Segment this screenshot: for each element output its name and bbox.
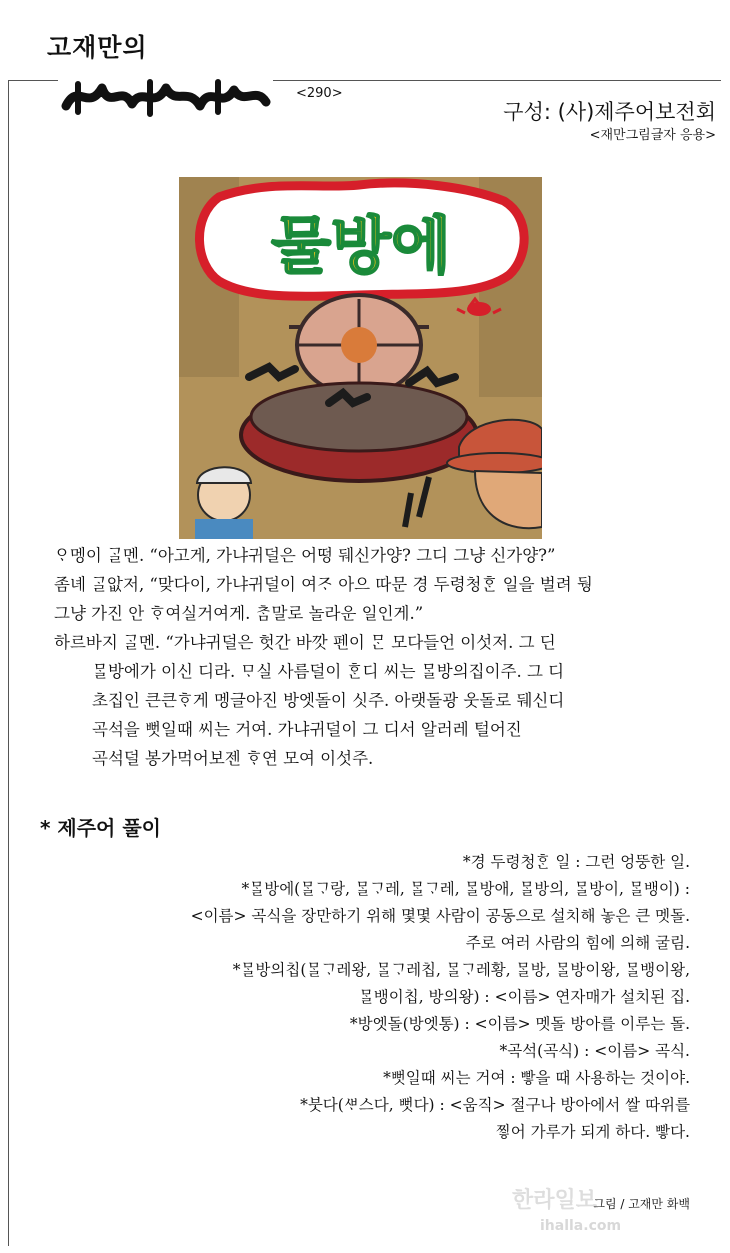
series-title: 고재만의 (47, 33, 148, 62)
dialog-line: 곡석덜 봉가먹어보젠 ᄒᆞ연 모여 이섯주. (92, 749, 374, 768)
issue-number: <290> (296, 86, 343, 101)
watermark-logo: 한라일보 (512, 1188, 598, 1213)
glossary (50, 849, 690, 1146)
logo-calligraphy-icon (58, 76, 273, 118)
glossary-line: ᄆᆞᆯ뱅이칩, 방의왕) : <이름> 연자매가 설치된 집. (358, 988, 690, 1006)
dialog-line: ᄋᆞ멩이 ᄀᆞᆯ멘. “아고게, 가냐귀덜은 어떵 뒈신가양? 그디 그냥 신가양?” (54, 546, 556, 565)
glossary-line: *붓다(ᄲᆞ스다, 뻣다) : <움직> 절구나 방아에서 쌀 따위를 (300, 1096, 690, 1114)
glossary-line: 주로 여러 사람의 힘에 의해 굴림. (465, 934, 690, 952)
glossary-line: *ᄆᆞᆯ방의칩(ᄆᆞᆯᄀᆞ레왕, ᄆᆞᆯᄀᆞ레칩, ᄆᆞᆯᄀᆞ레황, ᄆᆞᆯ방, ᄆᆞᆯ방이왕, ᄆᆞᆯ뱅이왕, (232, 961, 690, 979)
glossary-line: *뻣일때 씨는 거여 : 빻을 때 사용하는 것이야. (383, 1069, 690, 1087)
dialog-line: 그냥 가진 안 ᄒᆞ여실거여게. ᄎᆞᆷ말로 놀라운 일인게.” (54, 604, 424, 623)
glossary-line: <이름> 곡식을 장만하기 위해 몇몇 사람이 공동으로 설치해 놓은 큰 멧돌. (190, 907, 690, 925)
cartoon-illustration-icon (179, 177, 542, 539)
glossary-line: 찧어 가루가 되게 하다. 빻다. (495, 1123, 690, 1141)
glossary-line: *곡석(곡식) : <이름> 곡식. (499, 1042, 690, 1060)
illustration-title: 물방에 (271, 209, 451, 282)
dialog-line: 좀녜 ᄀᆞᆯ앖저, “맞다이, 가냐귀덜이 여ᄌᆞ 아으 따문 경 두령청ᄒᆞᆫ 일을 벌려 뒁 (54, 575, 593, 594)
glossary-heading: * 제주어 풀이 (40, 816, 161, 840)
dialog-line: 곡석을 뻣일때 씨는 거여. 가냐귀덜이 그 디서 알러레 털어진 (92, 720, 522, 739)
watermark-url: ihalla.com (540, 1218, 622, 1234)
dialog-text (54, 541, 714, 773)
illustration (179, 177, 542, 539)
glossary-line: *ᄆᆞᆯ방에(ᄆᆞᆯᄀᆞ랑, ᄆᆞᆯᄀᆞ레, ᄆᆞᆯᄀᆞ레, ᄆᆞᆯ방애, ᄆᆞᆯ방의, ᄆᆞᆯ방이, ᄆᆞᆯ뱅이) : (241, 880, 690, 898)
column-logo (58, 76, 273, 118)
credit-subtitle: <재만그림글자 응용> (589, 128, 716, 143)
dialog-line: ᄆᆞᆯ방에가 이신 디라. ᄆᆞ실 사름덜이 ᄒᆞᆫ디 씨는 ᄆᆞᆯ방의집이주. 그 디 (92, 662, 565, 681)
glossary-line: *경 두령청ᄒᆞᆫ 일 : 그런 엉뚱한 일. (462, 853, 690, 871)
artist-credit: 그림 / 고재만 화백 (593, 1197, 690, 1211)
credit: 구성: (사)제주어보전회 (503, 100, 716, 124)
glossary-line: *방엣돌(방엣통) : <이름> 멧돌 방아를 이루는 돌. (349, 1015, 690, 1033)
dialog-line: 하르바지 ᄀᆞᆯ멘. “가냐귀덜은 헛간 바깟 펜이 ᄆᆞᆫ 모다들언 이섯저. 그 딘 (54, 633, 556, 652)
dialog-line: 초집인 큰큰ᄒᆞ게 멩글아진 방엣돌이 싯주. 아랫돌광 웃돌로 뒈신디 (92, 691, 565, 710)
